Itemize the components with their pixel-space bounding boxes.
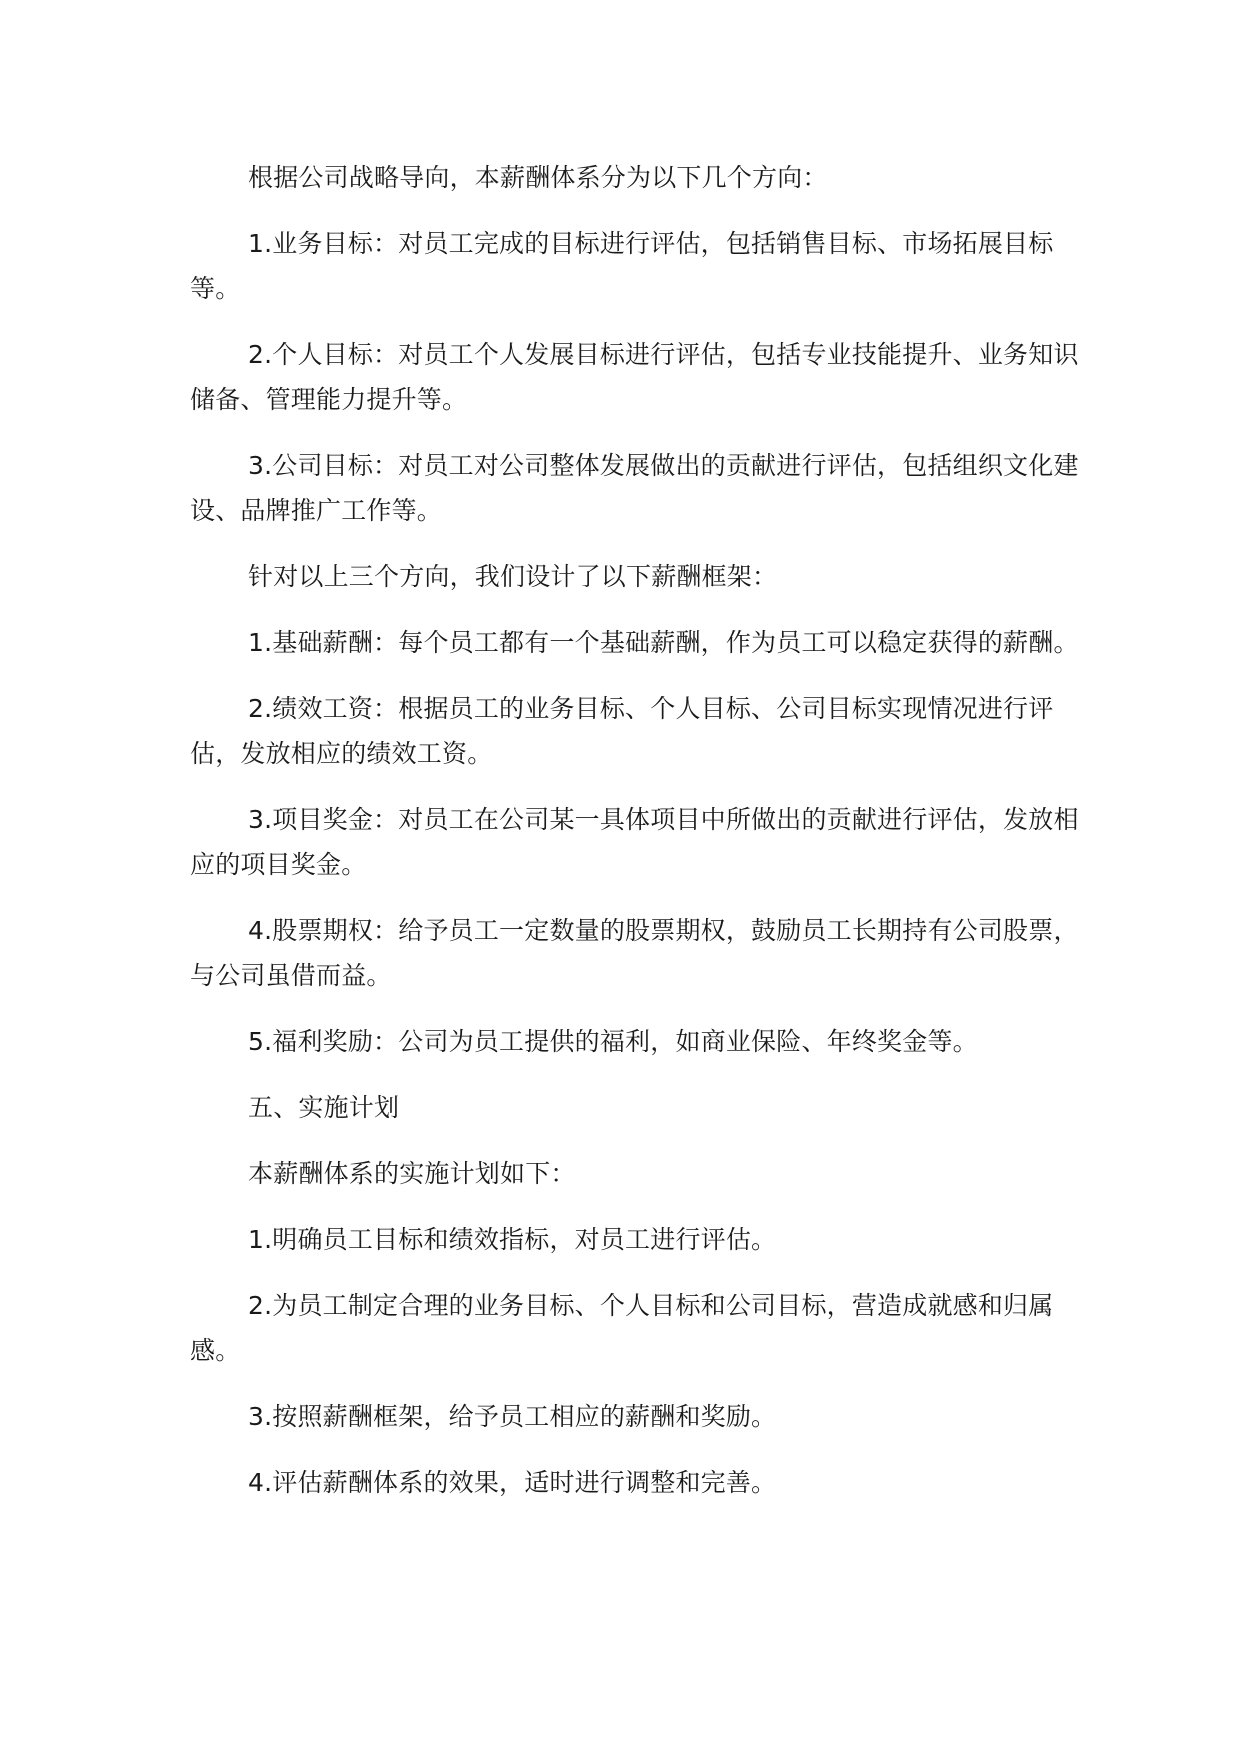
- document-body: [190, 155, 1090, 1505]
- paragraph-implementation-intro: 本薪酬体系的实施计划如下：: [248, 1159, 576, 1188]
- paragraph-step-2: 2.为员工制定合理的业务目标、个人目标和公司目标，营造成就感和归属感。: [190, 1291, 1054, 1365]
- paragraph-performance-pay: 2.绩效工资：根据员工的业务目标、个人目标、公司目标实现情况进行评估，发放相应的绩效工资。: [190, 694, 1054, 768]
- paragraph-business-goals: 1.业务目标：对员工完成的目标进行评估，包括销售目标、市场拓展目标等。: [190, 229, 1054, 303]
- paragraph-step-4: 4.评估薪酬体系的效果，适时进行调整和完善。: [248, 1468, 777, 1497]
- paragraph-stock-options: 4.股票期权：给予员工一定数量的股票期权，鼓励员工长期持有公司股票，与公司虽借而益。: [190, 916, 1079, 990]
- paragraph-framework-intro: 针对以上三个方向，我们设计了以下薪酬框架：: [248, 562, 778, 591]
- paragraph-personal-goals: 2.个人目标：对员工个人发展目标进行评估，包括专业技能提升、业务知识储备、管理能力提升等。: [190, 340, 1079, 414]
- section-heading-implementation: 五、实施计划: [248, 1093, 400, 1122]
- paragraph-base-pay: 1.基础薪酬：每个员工都有一个基础薪酬，作为员工可以稳定获得的薪酬。: [248, 628, 1079, 657]
- paragraph-project-bonus: 3.项目奖金：对员工在公司某一具体项目中所做出的贡献进行评估，发放相应的项目奖金。: [190, 805, 1079, 879]
- paragraph-company-goals: 3.公司目标：对员工对公司整体发展做出的贡献进行评估，包括组织文化建设、品牌推广工作等。: [190, 451, 1079, 525]
- paragraph-step-3: 3.按照薪酬框架，给予员工相应的薪酬和奖励。: [248, 1402, 777, 1431]
- paragraph-welfare-rewards: 5.福利奖励：公司为员工提供的福利，如商业保险、年终奖金等。: [248, 1027, 978, 1056]
- paragraph-intro-directions: 根据公司战略导向，本薪酬体系分为以下几个方向：: [248, 163, 828, 192]
- paragraph-step-1: 1.明确员工目标和绩效指标，对员工进行评估。: [248, 1225, 777, 1254]
